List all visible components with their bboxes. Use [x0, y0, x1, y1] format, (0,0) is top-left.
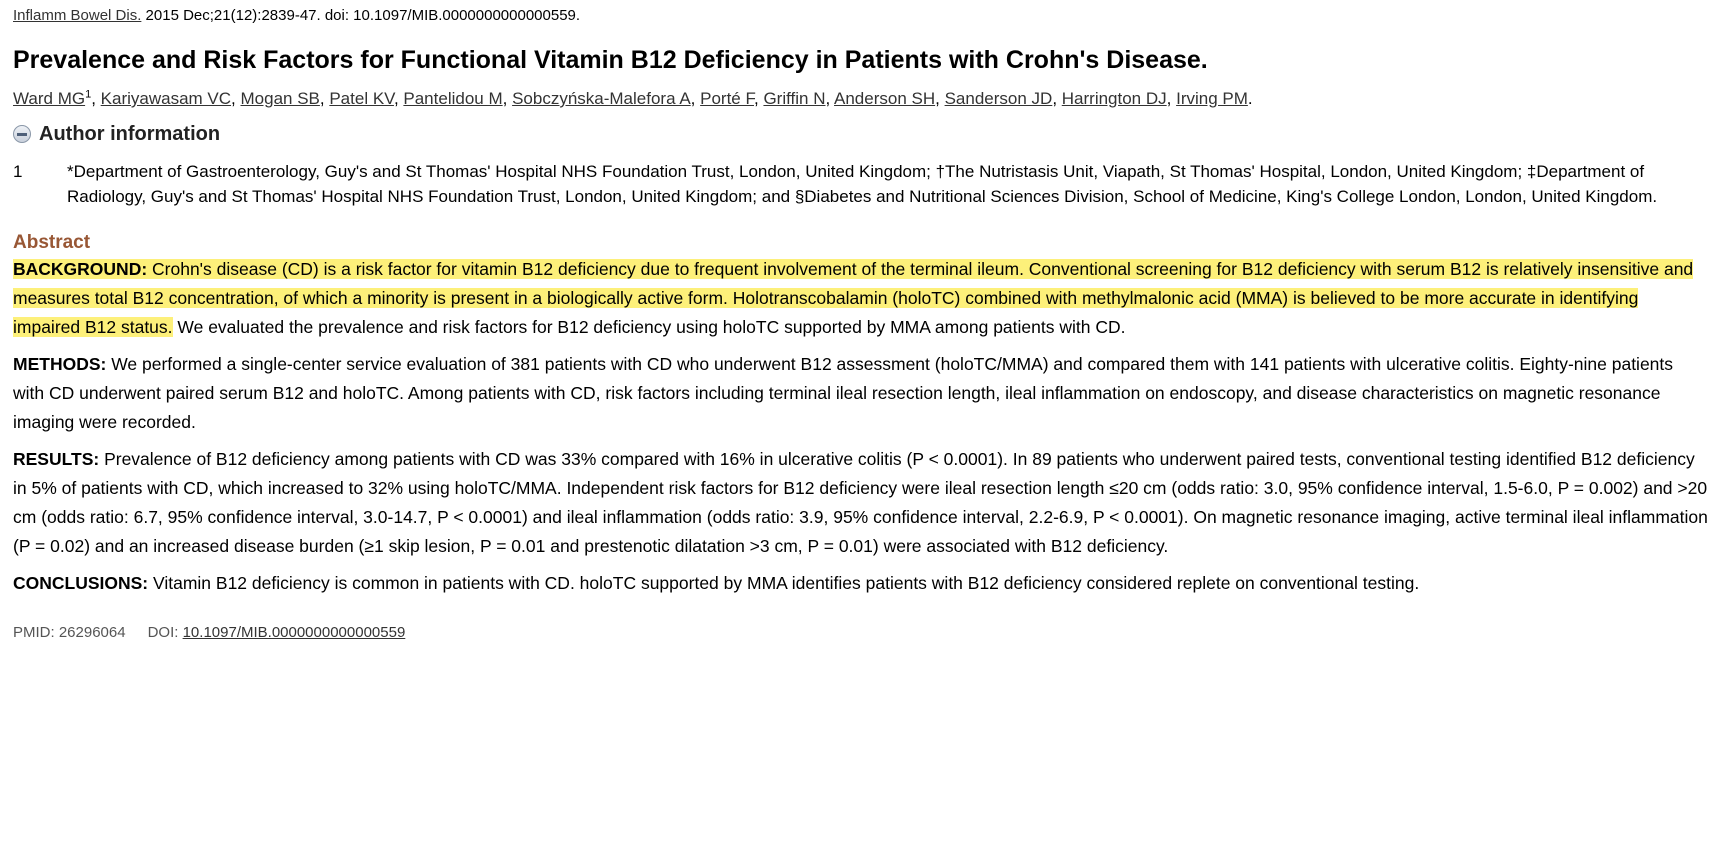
author-link[interactable]: Porté F [700, 89, 754, 108]
results-text: Prevalence of B12 deficiency among patients with CD was 33% compared with 16% in ulcerative colitis (P < 0.0001). In 89 patients who underwent paired tests, conventional testing identified B12 deficiency in 5% of patients with CD, which increased to 32% using holoTC/MMA. Independent risk factors for B12 deficiency were ileal resection length ≤20 cm (odds ratio: 3.0, 95% confidence interval, 1.5-6.0, P = 0.002) and >20 cm (odds ratio: 6.7, 95% confidence interval, 3.0-14.7, P < 0.0001) and ileal inflammation (odds ratio: 3.9, 95% confidence interval, 2.2-6.9, P < 0.0001). On magnetic resonance imaging, active terminal ileal inflammation (P = 0.02) and an increased disease burden (≥1 skip lesion, P = 0.01 and prestenotic dilatation >3 cm, P = 0.01) were associated with B12 deficiency. [13, 449, 1708, 556]
abstract-background [13, 255, 1708, 342]
author-link[interactable]: Kariyawasam VC [100, 89, 232, 108]
background-highlighted-text: Crohn's disease (CD) is a risk factor for vitamin B12 deficiency due to frequent involvement of the terminal ileum. Conventional screening for B12 deficiency with serum B12 is relatively insensitive and measures total B12 concentration, of which a minority is present in a biologically active form. Holotranscobalamin (holoTC) combined with methylmalonic acid (MMA) is believed to be more accurate in identifying impaired B12 status. [13, 259, 1694, 337]
identifier-footer [13, 622, 1708, 644]
methods-label: METHODS: [13, 354, 107, 374]
background-rest-text: We evaluated the prevalence and risk factors for B12 deficiency using holoTC supported by MMA among patients with CD. [172, 317, 1126, 337]
abstract-results [13, 445, 1708, 561]
author-link[interactable]: Pantelidou M [403, 89, 503, 108]
abstract-heading: Abstract [13, 232, 91, 253]
author-information-toggle[interactable] [13, 121, 1708, 147]
citation-line [13, 5, 1708, 27]
methods-text: We performed a single-center service evaluation of 381 patients with CD who underwent B12 assessment (holoTC/MMA) and compared them with 141 patients with ulcerative colitis. Eighty-nine patients with CD underwent paired serum B12 and holoTC. Among patients with CD, risk factors including terminal ileal resection length, ileal inflammation on endoscopy, and disease characteristics on magnetic resonance imaging were recorded. [13, 354, 1674, 432]
author-link[interactable]: Irving PM [1176, 89, 1248, 108]
author-link[interactable]: Sanderson JD [944, 89, 1053, 108]
doi-label: DOI: [147, 624, 183, 641]
results-label: RESULTS: [13, 449, 100, 469]
conclusions-text: Vitamin B12 deficiency is common in patients with CD. holoTC supported by MMA identifies patients with B12 deficiency considered replete on conventional testing. [148, 573, 1420, 593]
abstract-methods [13, 350, 1708, 437]
background-label: BACKGROUND: [13, 259, 148, 279]
affiliation-text: *Department of Gastroenterology, Guy's and St Thomas' Hospital NHS Foundation Trust, London, United Kingdom; †The Nutristasis Unit, Viapath, St Thomas' Hospital, London, United Kingdom; ‡Department of Radiology, Guy's and St Thomas' Hospital NHS Foundation Trust, London, United Kingdom; and §Diabetes and Nutritional Sciences Division, School of Medicine, King's College London, London, United Kingdom. [67, 162, 1658, 206]
doi-link[interactable]: 10.1097/MIB.0000000000000559 [182, 624, 406, 641]
collapse-minus-icon[interactable] [13, 125, 31, 143]
abstract-conclusions [13, 569, 1708, 598]
journal-link[interactable]: Inflamm Bowel Dis. [13, 7, 142, 24]
author-link[interactable]: Sobczyńska-Malefora A [512, 89, 691, 108]
author-affiliation-superscript: 1 [85, 88, 92, 101]
author-list: Ward $MG^1$, Kariyawasam VC, Mogan SB, Patel KV, Pantelidou M, Sobczyńska-Malefora A, Porté F, Griffin N, Anderson SH, Sanderson JD, Harrington DJ, Irving PM. [13, 88, 1253, 108]
author-link[interactable]: Patel KV [329, 89, 394, 108]
author-link[interactable]: Mogan SB [240, 89, 320, 108]
conclusions-label: CONCLUSIONS: [13, 573, 149, 593]
author-information-label: Author information [39, 122, 221, 145]
affiliation-entry [13, 159, 1708, 209]
author-link[interactable]: Anderson SH [834, 89, 936, 108]
affiliation-number: 1 [13, 162, 23, 181]
author-link[interactable]: Harrington DJ [1061, 89, 1167, 108]
article-title: Prevalence and Risk Factors for Functional Vitamin B12 Deficiency in Patients with Crohn's Disease. [13, 46, 1208, 74]
citation-details: 2015 Dec;21(12):2839-47. doi: 10.1097/MIB.0000000000000559. [141, 7, 581, 24]
author-link[interactable]: Ward MG [13, 89, 86, 108]
author-link[interactable]: Griffin N [763, 89, 826, 108]
pmid: PMID: 26296064 [13, 624, 126, 641]
